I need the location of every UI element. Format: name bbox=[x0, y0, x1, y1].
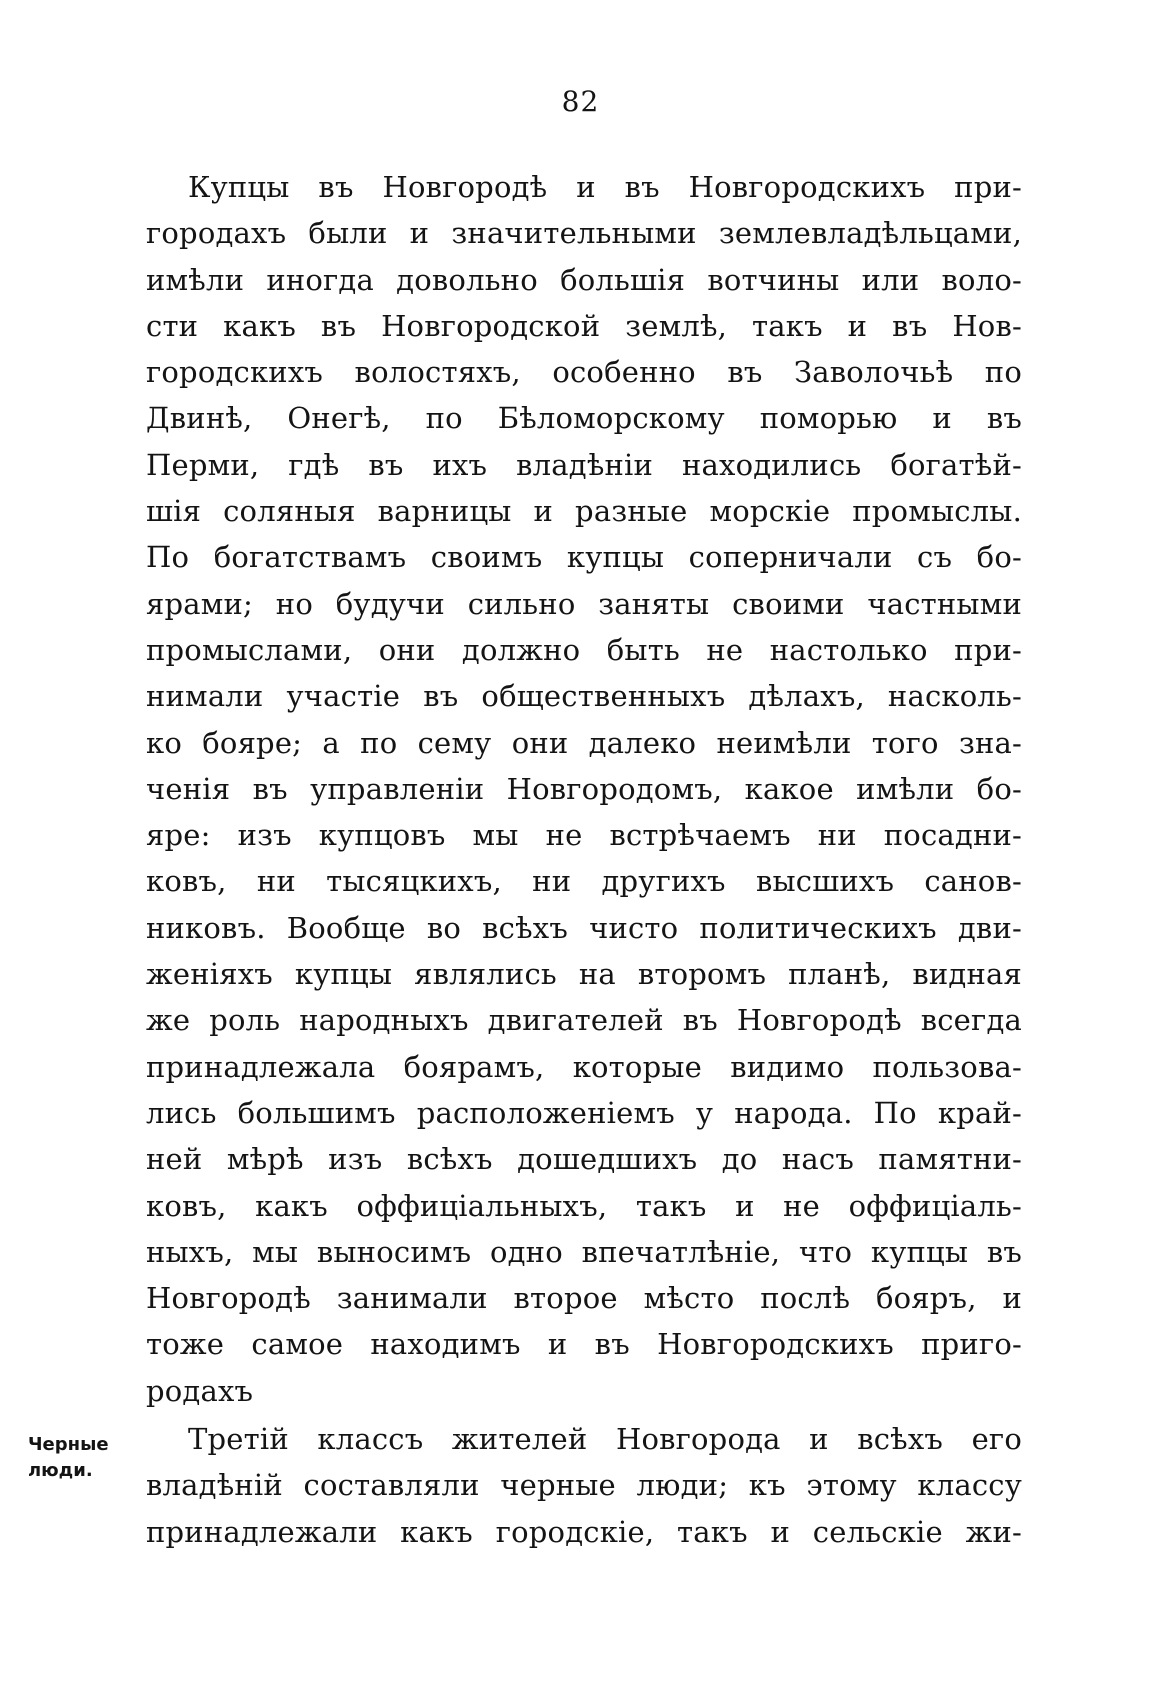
margin-note bbox=[28, 1432, 138, 1484]
text-line: имѣли иногда довольно большія вотчины или воло- bbox=[146, 262, 1022, 297]
text-line: ныхъ, мы выносимъ одно впечатлѣніе, что купцы въ bbox=[146, 1234, 1022, 1269]
text-line: промыслами, они должно быть не настолько при- bbox=[146, 632, 1022, 667]
text-line: Третій классъ жителей Новгорода и всѣхъ его bbox=[188, 1422, 1022, 1456]
text-line: Двинѣ, Онегѣ, по Бѣломорскому поморью и въ bbox=[146, 401, 1022, 436]
text-line: сти какъ въ Новгородской землѣ, такъ и въ Нов- bbox=[146, 308, 1022, 343]
text-line: Перми, гдѣ въ ихъ владѣніи находились богатѣй- bbox=[146, 447, 1022, 482]
text-line: ней мѣрѣ изъ всѣхъ дошедшихъ до насъ памятни- bbox=[146, 1142, 1022, 1177]
margin-note-line: люди. bbox=[28, 1460, 93, 1481]
text-line: женіяхъ купцы являлись на второмъ планѣ, видная bbox=[146, 957, 1022, 992]
text-line: Купцы въ Новгородѣ и въ Новгородскихъ при- bbox=[188, 170, 1022, 204]
text-line: лись большимъ расположеніемъ у народа. По край- bbox=[146, 1095, 1022, 1130]
text-line: ко бояре; а по сему они далеко неимѣли того зна- bbox=[146, 725, 1022, 760]
text-line: принадлежала боярамъ, которые видимо пользова- bbox=[146, 1049, 1022, 1084]
paragraph-merchants bbox=[146, 164, 1022, 1414]
text-line: ковъ, какъ оффиціальныхъ, такъ и не оффиціаль- bbox=[146, 1188, 1022, 1223]
text-line: По богатствамъ своимъ купцы соперничали съ бо- bbox=[146, 540, 1022, 575]
text-line: ченія въ управленіи Новгородомъ, какое имѣли бо- bbox=[146, 771, 1022, 806]
text-line: яре: изъ купцовъ мы не встрѣчаемъ ни посадни- bbox=[146, 818, 1022, 853]
text-line: родахъ bbox=[146, 1373, 254, 1408]
text-line: ковъ, ни тысяцкихъ, ни другихъ высшихъ санов- bbox=[146, 864, 1022, 899]
text-line: владѣній составляли черные люди; къ этому классу bbox=[146, 1468, 1022, 1503]
text-line: шія соляныя варницы и разные морскіе промыслы. bbox=[146, 494, 1022, 529]
text-line: городахъ были и значительными землевладѣльцами, bbox=[146, 216, 1022, 251]
page-number: 82 bbox=[561, 85, 600, 118]
text-line: принадлежали какъ городскіе, такъ и сельскіе жи- bbox=[146, 1514, 1022, 1549]
paragraph-black-people bbox=[146, 1416, 1022, 1555]
text-line: Новгородѣ занимали второе мѣсто послѣ бояръ, и bbox=[146, 1281, 1022, 1316]
text-line: же роль народныхъ двигателей въ Новгородѣ всегда bbox=[146, 1003, 1022, 1038]
text-line: городскихъ волостяхъ, особенно въ Заволочьѣ по bbox=[146, 355, 1022, 390]
text-line: нимали участіе въ общественныхъ дѣлахъ, насколь- bbox=[146, 679, 1022, 714]
text-line: тоже самое находимъ и въ Новгородскихъ приго- bbox=[146, 1327, 1022, 1362]
margin-note-line: Черные bbox=[28, 1434, 109, 1455]
text-line: ярами; но будучи сильно заняты своими частными bbox=[146, 586, 1022, 621]
text-line: никовъ. Вообще во всѣхъ чисто политическихъ дви- bbox=[146, 910, 1022, 945]
